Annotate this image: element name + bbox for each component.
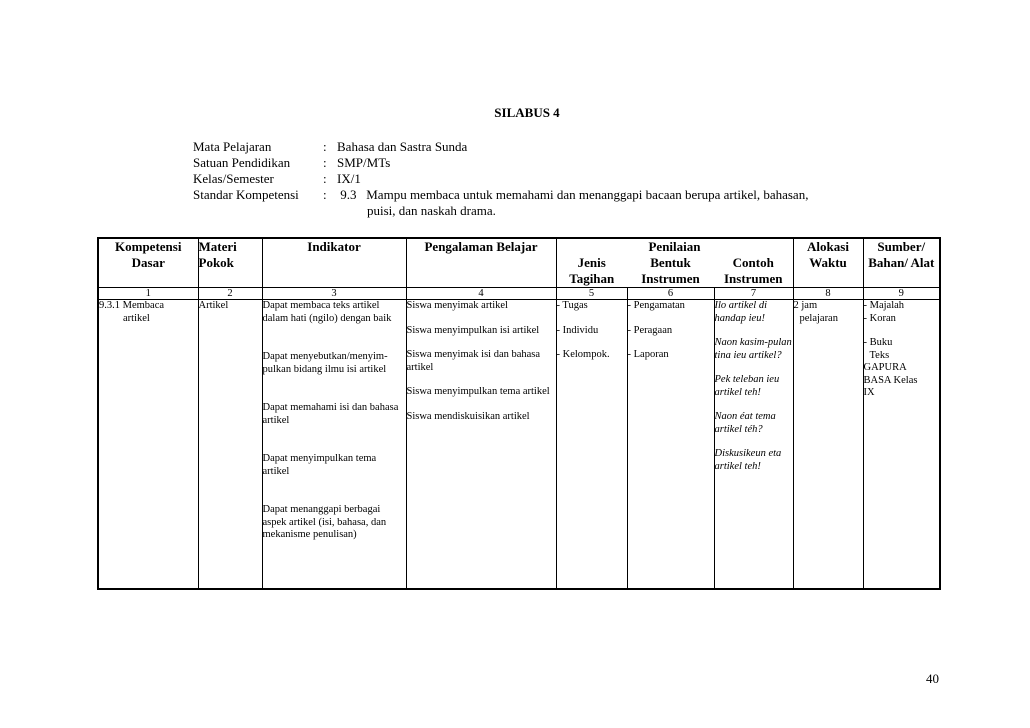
sumber-item: IX	[863, 387, 875, 398]
meta-row-kelas	[193, 171, 877, 187]
meta-row-cont	[193, 203, 877, 219]
col-number: 7	[714, 288, 793, 300]
jenis-item: - Kelompok.	[556, 349, 610, 360]
meta-value-cont: puisi, dan naskah drama.	[367, 203, 496, 218]
meta-value: IX/1	[337, 171, 361, 186]
sumber-item: - Majalah	[863, 300, 905, 311]
header-kompetensi: Kompetensi Dasar	[98, 238, 198, 288]
indikator-item: Dapat menyimpulkan tema artikel	[262, 453, 377, 477]
pengalaman-item: Siswa menyimpulkan tema artikel	[406, 386, 550, 397]
contoh-item: Diskusikeun eta artikel teh!	[714, 448, 782, 472]
meta-row-standar	[193, 187, 877, 203]
meta-label: Satuan Pendidikan	[193, 155, 291, 170]
header-sumber: Sumber/ Bahan/ Alat	[863, 238, 940, 288]
col-number: 2	[198, 288, 262, 300]
cell-sumber	[863, 300, 940, 590]
col-number: 8	[793, 288, 863, 300]
meta-label: Standar Kompetensi	[193, 187, 299, 202]
header-penilaian: Penilaian	[556, 238, 793, 255]
cell-contoh	[714, 300, 793, 590]
cell-jenis	[556, 300, 627, 590]
materi-text: Artikel	[198, 300, 229, 311]
meta-label: Kelas/Semester	[193, 171, 274, 186]
alokasi-text: 2 jam	[793, 300, 818, 311]
col-number: 9	[863, 288, 940, 300]
sumber-item: - Koran	[863, 312, 896, 324]
cell-alokasi	[793, 300, 863, 590]
syllabus-table	[97, 237, 941, 590]
header-row-1	[98, 238, 940, 255]
meta-block	[193, 139, 877, 219]
header-materi: Materi Pokok	[198, 238, 262, 288]
cell-kompetensi	[98, 300, 198, 590]
contoh-item: Naon kasim-pulan tina ieu artikel?	[714, 337, 792, 361]
header-indikator: Indikator	[262, 238, 406, 288]
meta-colon: :	[323, 171, 327, 186]
indikator-item: Dapat menyebutkan/menyim-pulkan bidang ilmu isi artikel	[262, 351, 388, 375]
meta-value: SMP/MTs	[337, 155, 391, 170]
sumber-item: GAPURA	[863, 362, 907, 373]
kompetensi-text: artikel	[123, 312, 150, 324]
col-number: 5	[556, 288, 627, 300]
indikator-item: Dapat menanggapi berbagai aspek artikel (isi, bahasa, dan mekanisme penulisan)	[262, 504, 387, 540]
header-contoh: Contoh Instrumen	[714, 255, 793, 288]
pengalaman-item: Siswa mendiskuisikan artikel	[406, 410, 530, 422]
bentuk-item: - Laporan	[627, 349, 669, 360]
meta-colon: :	[323, 155, 327, 170]
pengalaman-item: Siswa menyimak isi dan bahasa artikel	[406, 349, 541, 373]
cell-materi	[198, 300, 262, 590]
page-number: 40	[926, 671, 939, 686]
page-title: SILABUS 4	[494, 105, 560, 120]
sumber-item: - Buku	[863, 337, 893, 348]
col-number: 1	[98, 288, 198, 300]
number-row	[98, 288, 940, 300]
contoh-item: Naon éat tema artikel téh?	[714, 411, 776, 435]
meta-value: 9.3 Mampu membaca untuk memahami dan menanggapi bacaan berupa artikel, bahasan,	[337, 187, 809, 202]
jenis-item: - Individu	[556, 324, 599, 336]
meta-label: Mata Pelajaran	[193, 139, 272, 154]
meta-value: Bahasa dan Sastra Sunda	[337, 139, 468, 154]
header-alokasi: Alokasi Waktu	[793, 238, 863, 288]
col-number: 6	[627, 288, 714, 300]
cell-pengalaman	[406, 300, 556, 590]
cell-bentuk	[627, 300, 714, 590]
pengalaman-item: Siswa menyimak artikel	[406, 300, 508, 311]
contoh-item: Ilo artikel di handap ieu!	[714, 300, 767, 324]
col-number: 4	[406, 288, 556, 300]
meta-row-mapel	[193, 139, 877, 155]
pengalaman-item: Siswa menyimpulkan isi artikel	[406, 324, 540, 336]
bentuk-item: - Peragaan	[627, 324, 673, 336]
meta-colon: :	[323, 187, 327, 202]
jenis-item: - Tugas	[556, 300, 588, 311]
table-row	[98, 300, 940, 590]
header-bentuk: Bentuk Instrumen	[627, 255, 714, 288]
alokasi-text: pelajaran	[799, 312, 838, 324]
indikator-item: Dapat memahami isi dan bahasa artikel	[262, 402, 399, 426]
sumber-item: BASA Kelas	[863, 374, 918, 386]
kompetensi-text: 9.3.1 Membaca	[99, 300, 165, 311]
meta-colon: :	[323, 139, 327, 154]
sumber-item: Teks	[869, 349, 890, 361]
header-pengalaman: Pengalaman Belajar	[406, 238, 556, 288]
contoh-item: Pek teleban ieu artikel teh!	[714, 374, 780, 398]
cell-indikator	[262, 300, 406, 590]
header-jenis: Jenis Tagihan	[556, 255, 627, 288]
col-number: 3	[262, 288, 406, 300]
bentuk-item: - Pengamatan	[627, 300, 685, 311]
indikator-item: Dapat membaca teks artikel dalam hati (ngilo) dengan baik	[262, 300, 392, 324]
meta-row-satuan	[193, 155, 877, 171]
